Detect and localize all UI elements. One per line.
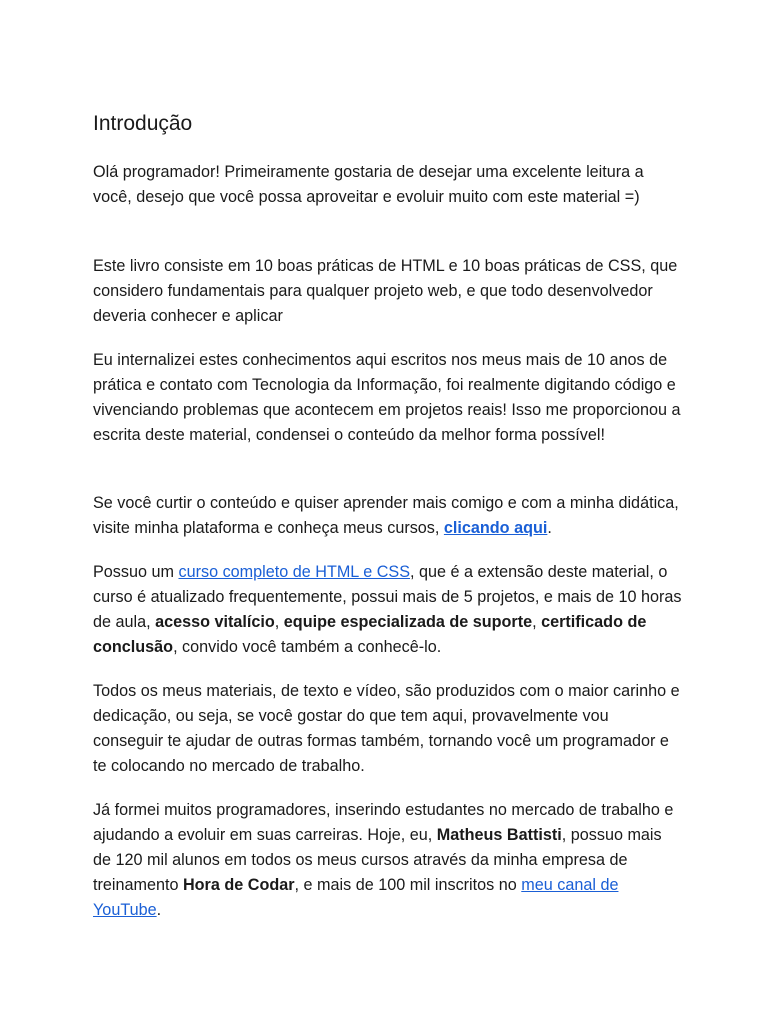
- certificate-text: certificado de conclusão: [93, 613, 647, 656]
- platform-link[interactable]: clicando aqui: [443, 519, 548, 537]
- author-text-3: , e mais de 100 mil inscritos no: [294, 876, 522, 894]
- course-text-2: , que é a extensão deste material, o curso é atualizado frequentemente, possui mais de 5 projetos, e mais de 10 horas de aula,: [93, 563, 682, 631]
- paragraph-course: [93, 560, 683, 660]
- company-name: Hora de Codar: [182, 876, 295, 894]
- paragraph-platform: [93, 491, 683, 541]
- section-heading: Introdução: [93, 112, 193, 135]
- course-text-3: ,: [274, 613, 284, 631]
- author-text-1: Já formei muitos programadores, inserindo estudantes no mercado de trabalho e ajudando a evoluir em suas carreiras. Hoje, eu,: [93, 801, 674, 844]
- course-text-1: Possuo um: [93, 563, 179, 581]
- youtube-channel-link[interactable]: meu canal de YouTube: [93, 876, 619, 919]
- paragraph-experience: Eu internalizei estes conhecimentos aqui escritos nos meus mais de 10 anos de prática e contato com Tecnologia da Informação, foi realmente digitando código e vivenciando problemas que acontecem em projetos reais! Isso me proporcionou a escrita deste material, condensei o conteúdo da melhor forma possível!: [93, 351, 681, 444]
- lifetime-access-text: acesso vitalício: [155, 613, 275, 631]
- paragraph-greeting: Olá programador! Primeiramente gostaria de desejar uma excelente leitura a você, desejo que você possa aproveitar e evoluir muito com este material =): [93, 163, 644, 206]
- paragraph-book-summary: Este livro consiste em 10 boas práticas de HTML e 10 boas práticas de CSS, que considero fundamentais para qualquer projeto web, e que todo desenvolvedor deveria conhecer e aplicar: [93, 257, 678, 325]
- author-text-2: , possuo mais de 120 mil alunos em todos os meus cursos através da minha empresa de treinamento: [93, 826, 662, 894]
- course-link[interactable]: curso completo de HTML e CSS: [178, 563, 410, 581]
- author-text-4: .: [156, 901, 162, 919]
- platform-text: Se você curtir o conteúdo e quiser aprender mais comigo e com a minha didática, visite minha plataforma e conheça meus cursos,: [93, 494, 679, 537]
- author-name: Matheus Battisti: [436, 826, 562, 844]
- platform-text-end: .: [547, 519, 552, 537]
- course-text-4: ,: [532, 613, 542, 631]
- paragraph-author: [93, 798, 683, 923]
- course-text-5: , convido você também a conhecê-lo.: [173, 638, 442, 656]
- paragraph-materials: Todos os meus materiais, de texto e vídeo, são produzidos com o maior carinho e dedicação, ou seja, se você gostar do que tem aqui, provavelmente vou conseguir te ajudar de outras formas também, tornando você um programador e te colocando no mercado de trabalho.: [93, 682, 680, 775]
- support-team-text: equipe especializada de suporte: [283, 613, 533, 631]
